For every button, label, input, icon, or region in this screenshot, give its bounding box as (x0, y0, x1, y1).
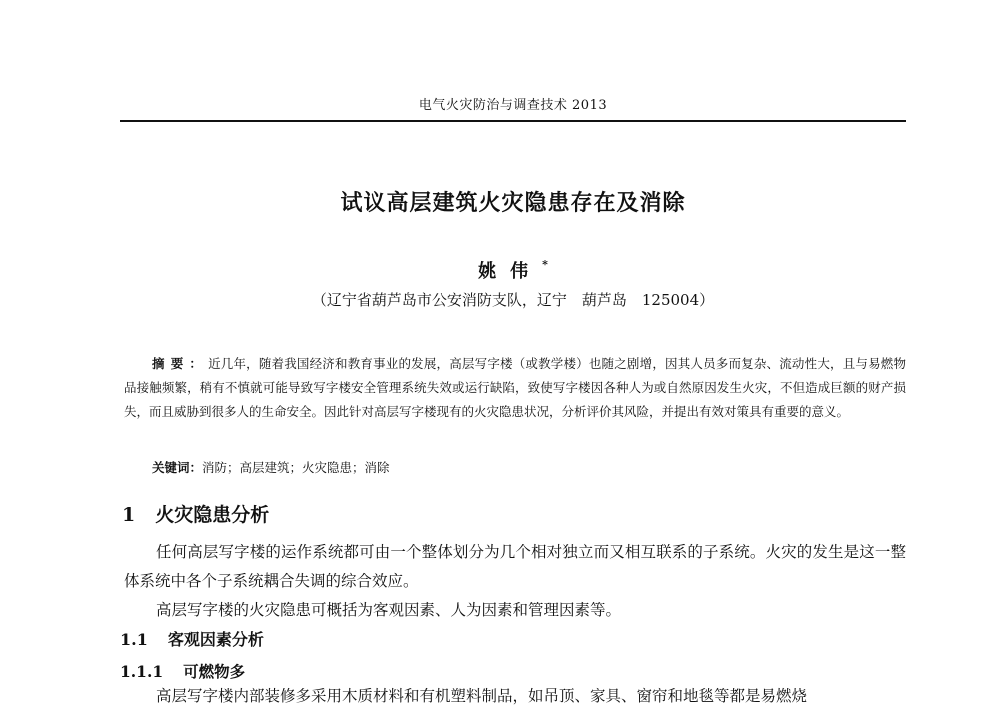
subsubsection-title: 可燃物多 (183, 662, 246, 681)
keywords (152, 458, 390, 476)
body-paragraph: 高层写字楼内部装修多采用木质材料和有机塑料制品，如吊顶、家具、窗帘和地毯等都是易燃烧 (156, 687, 808, 705)
header-rule (120, 120, 906, 122)
abstract-label: 摘要： (152, 356, 209, 371)
subsection-heading-1-1 (120, 627, 264, 650)
keywords-label: 关键词： (152, 460, 203, 475)
running-head: 电气火灾防治与调查技术 2013 (418, 98, 608, 113)
author-name: 姚伟 (478, 261, 543, 282)
section-number: 1 (122, 504, 136, 526)
body-paragraph: 高层写字楼的火灾隐患可概括为客观因素、人为因素和管理因素等。 (156, 601, 622, 619)
author-footnote-mark: * (542, 258, 548, 271)
keywords-text: 消防；高层建筑；火灾隐患；消除 (202, 460, 390, 475)
abstract (124, 352, 906, 424)
abstract-text: 近几年，随着我国经济和教育事业的发展，高层写字楼（或教学楼）也随之剧增，因其人员多而复杂、流动性大，且与易燃物品接触频繁，稍有不慎就可能导致写字楼安全管理系统失效或运行缺陷，致使写字楼因各种人为或自然原因发生火灾，不但造成巨额的财产损失，而且威胁到很多人的生命安全。因此针对高层写字楼现有的火灾隐患状况，分析评价其风险，并提出有效对策具有重要的意义。 (124, 356, 906, 419)
article-title: 试议高层建筑火灾隐患存在及消除 (340, 190, 686, 216)
subsection-number: 1.1 (120, 630, 148, 649)
subsubsection-heading-1-1-1 (120, 660, 245, 682)
section-title: 火灾隐患分析 (155, 504, 270, 526)
section-heading-1 (122, 500, 269, 527)
subsection-title: 客观因素分析 (167, 630, 264, 649)
subsubsection-number: 1.1.1 (120, 662, 164, 681)
author-line (120, 257, 906, 283)
body-paragraph: 任何高层写字楼的运作系统都可由一个整体划分为几个相对独立而又相互联系的子系统。火灾的发生是这一整体系统中各个子系统耦合失调的综合效应。 (124, 543, 906, 590)
author-affiliation: （辽宁省葫芦岛市公安消防支队，辽宁 葫芦岛 125004） (311, 291, 715, 309)
